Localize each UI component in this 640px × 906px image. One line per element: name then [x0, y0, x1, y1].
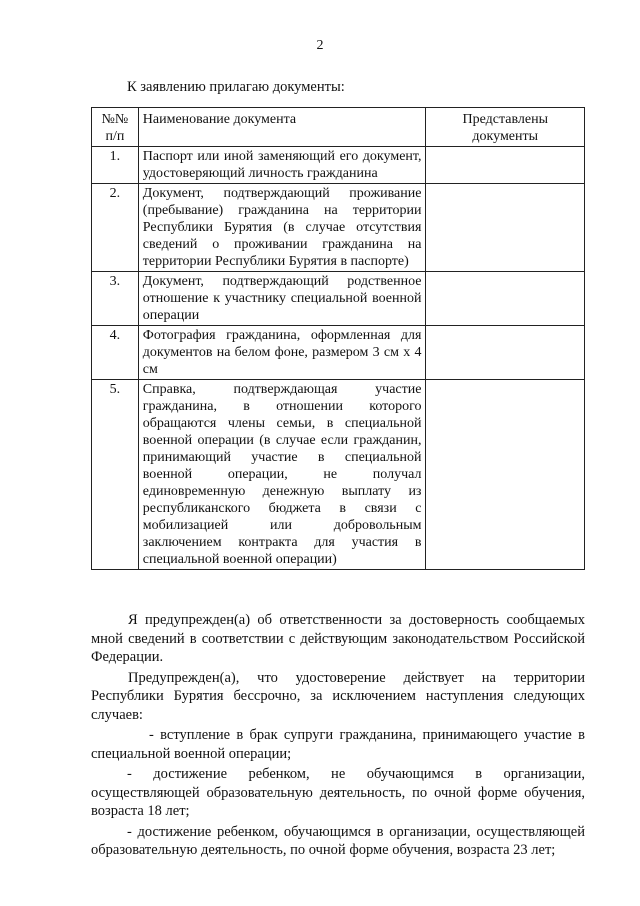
row-presented-cell[interactable]	[426, 326, 585, 380]
table-row	[92, 147, 585, 184]
list-item-age-23: - достижение ребенком, обучающимся в организации, осуществляющей образовательную деятельность, по очной форме обучения, возраста 23 лет;	[91, 823, 585, 858]
row-document-name: Справка, подтверждающая участие гражданина, в отношении которого обращаются члены семьи, в специальной военной операции (в случае если гражданин, принимающий участие в специальной военной операции, не получал единовременную денежную выплату из республиканского бюджета в связи с мобилизацией или добровольным заключением контракта для участия в специальной военной операции)	[138, 380, 426, 570]
row-num: 4.	[92, 326, 139, 380]
row-presented-cell[interactable]	[426, 184, 585, 272]
table-header-row	[92, 108, 585, 147]
row-document-name: Документ, подтверждающий проживание (пребывание) гражданина на территории Республики Бурятия (в случае отсутствия сведений о проживании гражданина на территории Республики Бурятия в паспорте)	[138, 184, 426, 272]
row-presented-cell[interactable]	[426, 272, 585, 326]
table-row	[92, 272, 585, 326]
documents-table	[91, 107, 585, 570]
body-paragraphs	[91, 611, 585, 862]
paragraph-validity: Предупрежден(а), что удостоверение действует на территории Республики Бурятия бессрочно, за исключением наступления следующих случаев:	[91, 669, 585, 723]
page-number: 2	[316, 38, 324, 53]
table-row	[92, 184, 585, 272]
header-name: Наименование документа	[138, 108, 426, 147]
list-item-marriage: - вступление в брак супруги гражданина, принимающего участие в специальной военной операции;	[91, 727, 585, 762]
row-presented-cell[interactable]	[426, 147, 585, 184]
row-presented-cell[interactable]	[426, 380, 585, 570]
paragraph-responsibility: Я предупрежден(а) об ответственности за достоверность сообщаемых мной сведений в соответствии с действующим законодательством Российской Федерации.	[91, 612, 585, 665]
table-row	[92, 326, 585, 380]
table-row	[92, 380, 585, 570]
row-document-name: Паспорт или иной заменяющий его документ, удостоверяющий личность гражданина	[138, 147, 426, 184]
row-document-name: Документ, подтверждающий родственное отношение к участнику специальной военной операции	[138, 272, 426, 326]
intro-text: К заявлению прилагаю документы:	[127, 79, 345, 95]
header-num: №№ п/п	[92, 108, 139, 147]
row-num: 5.	[92, 380, 139, 570]
list-item-age-18: - достижение ребенком, не обучающимся в организации, осуществляющей образовательную деятельность, по очной форме обучения, возраста 18 лет;	[91, 766, 585, 819]
row-num: 3.	[92, 272, 139, 326]
row-num: 1.	[92, 147, 139, 184]
row-document-name: Фотография гражданина, оформленная для документов на белом фоне, размером 3 см х 4 см	[138, 326, 426, 380]
row-num: 2.	[92, 184, 139, 272]
header-presented: Представлены документы	[426, 108, 585, 147]
